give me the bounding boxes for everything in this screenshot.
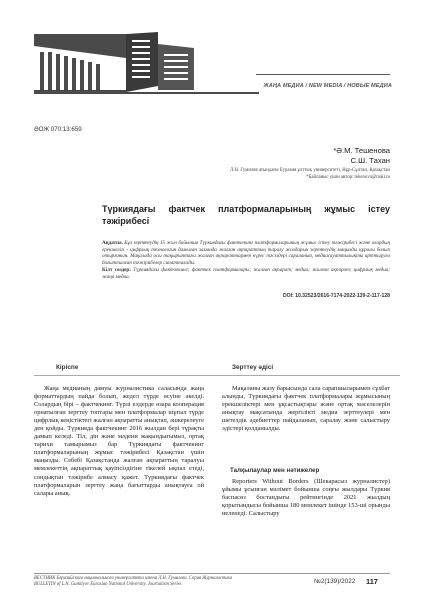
corresponding-author: *Байланыс үшін автор: tekenova@mail.ru bbox=[306, 174, 390, 180]
university-building-logo-icon bbox=[34, 28, 264, 98]
keywords-label: Кілт сөздер: bbox=[102, 266, 131, 273]
section-label: ЖАҢА МЕДИА / NEW MEDIA / НОВЫЕ МЕДИА bbox=[263, 83, 392, 89]
author-2: С.Ш. Тахан bbox=[350, 156, 390, 165]
journal-name bbox=[34, 576, 274, 589]
abstract bbox=[102, 240, 390, 280]
journal-name-en: BULLETIN of L.N. Gumilyov Eurasian National University. Journalism Series bbox=[34, 582, 182, 588]
header-rule bbox=[256, 74, 390, 75]
abstract-paragraph bbox=[102, 240, 390, 267]
issue-number: №2(139)/2022 bbox=[314, 578, 356, 585]
keywords-paragraph bbox=[102, 267, 390, 280]
abstract-text: Бұл зерттеудің 15 жыл бойынша Түркиядағы фактчекинг платформаларының жұмыс істеу тәжірибесі және олардың ерекшелігі - цифрлық технология дамыған заманда жалған ақпараттың таралу жолдарын зерттеудің маңызды құралы болып отырғанын. Мақалада осы тақырыптағы жалған ақпараттармен күрес тәсілдері сараланып, медиасауаттылықты арттыруға бағытталған тәжірибелер сипатталады. bbox=[102, 240, 390, 267]
results-text: Reporters Without Borders (Шекарасыз журналистер) ұйымы ұсынған мәлімет бойынша соңғы жылдары Түркия баспасөз бостандығы рейтингінде 2021 жылдың қорытындысы бойынша 180 мемлекет ішінде 153-ші орынды иеленеді. Салыстыру bbox=[222, 478, 390, 518]
abstract-label: Аңдатпа. bbox=[102, 240, 123, 246]
results-heading: Талқылаулар мен нәтижелер bbox=[230, 467, 320, 474]
affiliation bbox=[160, 168, 390, 181]
methods-text: Мақаланы жазу барысында сала сарапшыларымен сұхбат алынды, Түркиядағы фактчек платформалары жұмысының ерекшеліктері мен ұқсастықтары және ортақ мәселелерін анықтау мақсатында жергілікті медиа зерттеулері мен шетелдік әдебиеттер пайдаланып, саралау және салыстыру әдістері қолданылды. bbox=[222, 385, 390, 433]
authors bbox=[333, 146, 390, 166]
keywords-text: Түркиядағы фактчекинг; фактчек платформалары; жалған ақпарат; медиа; жалған ақпарат; цифрлық медиа; жаңа медиа. bbox=[102, 266, 390, 280]
footer-rule bbox=[34, 573, 390, 574]
doi: DOI: 10.32523/2616-7174-2022-139-2-117-128 bbox=[282, 293, 390, 299]
intro-text: Жаңа медианың дамуы журналистика саласында жаңа форматтардың пайда болып, жедел түрде өсуіне әкелді. Солардың бірі – фактчекинг. Түрлі елдерде өзара кооперация орнатылған зерттеу топтары мен платформалар шұғыл түрде цифрлық кеңістіктегі жалған ақпаратты анықтап, әшкерелеуге ден қойды. Түркияда фактчекинг 2016 жылдан бері тұрақты дамып келеді. Тіл, дін және мәдени жақындығымыз, ортақ тарихи тамырымыз бар Түркиядағы фактчекинг платформаларының жұмыс тәжірибесі Қазақстан үшін маңызды. Себебі Қазақстанда жалған ақпараттың таралуы мемлекеттің ақпараттық қауіпсіздігіне тікелей ықпал етеді, сондықтан тәжірибе алмасу қажет. Түркиядағы фактчек платформаларын зерттеу жаңа бағыттарды анықтауға ой салары анық. bbox=[34, 385, 204, 497]
article-title: Түркиядағы фактчек платформаларының жұмыс істеу тәжірибесі bbox=[102, 204, 390, 226]
journal-name-ru: ВЕСТНИК Евразийского национального университета имени Л.Н. Гумилева. Серия Журналистика bbox=[34, 576, 233, 581]
intro-heading: Кіріспе bbox=[34, 364, 226, 376]
author-1: *Ә.М. Тешенова bbox=[333, 146, 390, 155]
methods-heading: Зерттеу әдісі bbox=[222, 364, 400, 376]
page-number: 117 bbox=[366, 577, 378, 586]
affiliation-institution: Л.Н. Гумилев атындағы Еуразия ұлттық университеті, Нұр-Сұлтан, Қазақстан bbox=[230, 168, 390, 173]
udc-code: ӘОЖ 070:13:659 bbox=[34, 126, 82, 133]
